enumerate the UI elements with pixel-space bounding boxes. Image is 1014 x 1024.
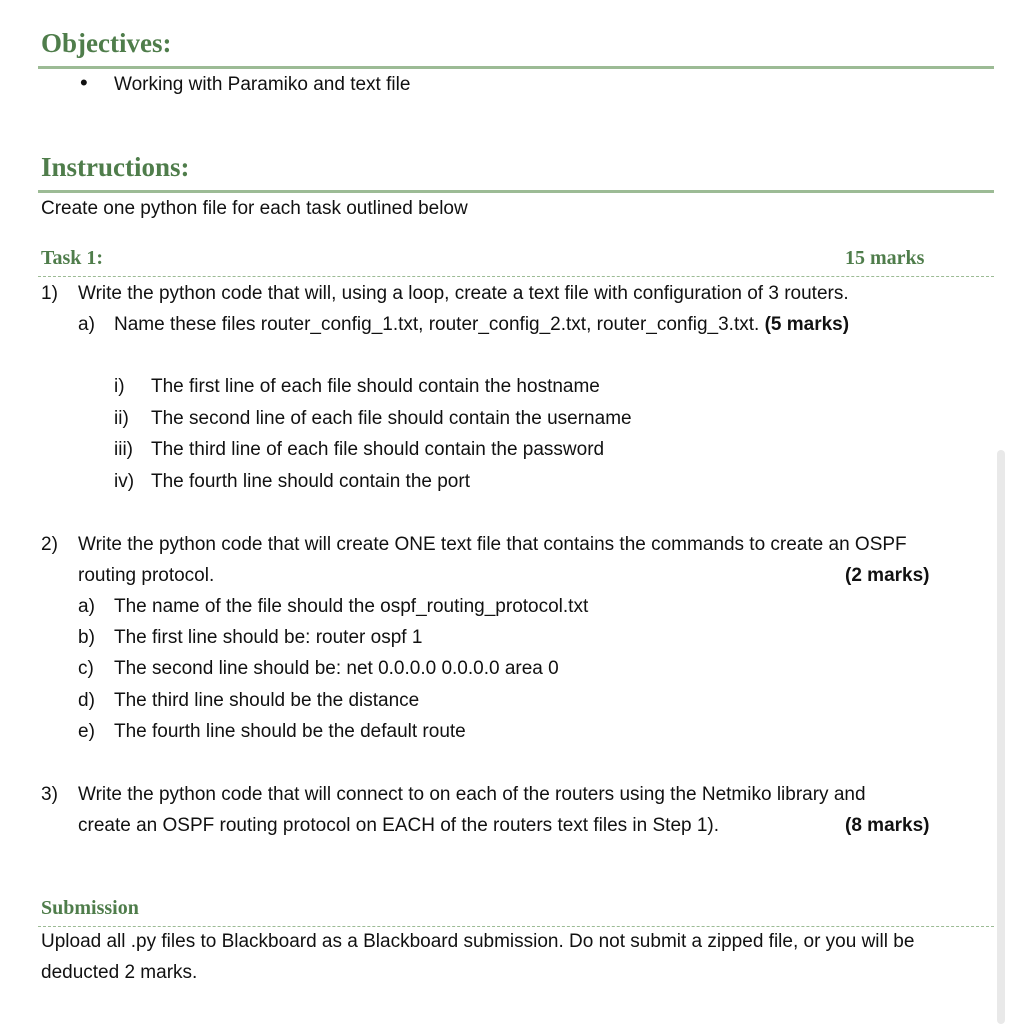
roman-label: iv) (114, 471, 135, 492)
roman-label: iii) (114, 439, 133, 460)
instructions-intro: Create one python file for each task outlined below (41, 198, 468, 219)
q3-number: 3) (41, 784, 58, 805)
submission-line2: deducted 2 marks. (41, 962, 198, 983)
q1-sub-a (114, 313, 849, 337)
roman-label: ii) (114, 408, 129, 429)
q2-item-label: d) (78, 690, 95, 711)
objectives-heading: Objectives: (41, 28, 172, 58)
q1-sub-a-text: Name these files router_config_1.txt, router_config_2.txt, router_config_3.txt. (114, 314, 760, 335)
task1-marks: 15 marks (845, 247, 925, 269)
q2-number: 2) (41, 534, 58, 555)
instructions-rule (38, 190, 994, 193)
roman-item: The third line of each file should contain the password (151, 439, 605, 460)
instructions-heading: Instructions: (41, 152, 190, 182)
q2-item: The second line should be: net 0.0.0.0 0.0.0.0 area 0 (114, 658, 559, 679)
submission-title: Submission (41, 897, 139, 919)
q1-sub-a-label: a) (78, 314, 95, 335)
q1-number: 1) (41, 283, 58, 304)
submission-rule (38, 926, 994, 927)
q2-item: The name of the file should the ospf_routing_protocol.txt (114, 596, 589, 617)
q1-sub-a-marks: (5 marks) (764, 314, 850, 335)
q2-item-label: b) (78, 627, 95, 648)
q2-item: The first line should be: router ospf 1 (114, 627, 423, 648)
roman-item: The fourth line should contain the port (151, 471, 470, 492)
q2-line2: routing protocol. (78, 565, 215, 586)
q3-line2: create an OSPF routing protocol on EACH of the routers text files in Step 1). (78, 815, 720, 836)
q2-line1: Write the python code that will create ONE text file that contains the commands to create an OSPF (78, 534, 907, 555)
roman-item: The first line of each file should contain the hostname (151, 376, 600, 397)
q2-item: The fourth line should be the default route (114, 721, 466, 742)
q2-marks: (2 marks) (845, 565, 930, 586)
submission-line1: Upload all .py files to Blackboard as a Blackboard submission. Do not submit a zipped file, or you will be (41, 931, 915, 952)
task1-rule (38, 276, 994, 277)
q3-marks: (8 marks) (845, 815, 930, 836)
q2-item-label: e) (78, 721, 95, 742)
q3-line1: Write the python code that will connect to on each of the routers using the Netmiko library and (78, 784, 866, 805)
q2-item-label: c) (78, 658, 94, 679)
objective-item: Working with Paramiko and text file (114, 74, 411, 95)
q1-text: Write the python code that will, using a loop, create a text file with configuration of 3 routers. (78, 283, 849, 304)
task1-title: Task 1: (41, 247, 104, 269)
q2-item-label: a) (78, 596, 95, 617)
roman-label: i) (114, 376, 125, 397)
q2-item: The third line should be the distance (114, 690, 420, 711)
bullet-icon: • (80, 70, 88, 95)
vertical-scrollbar[interactable] (997, 450, 1005, 1024)
objectives-rule (38, 66, 994, 69)
roman-item: The second line of each file should contain the username (151, 408, 632, 429)
